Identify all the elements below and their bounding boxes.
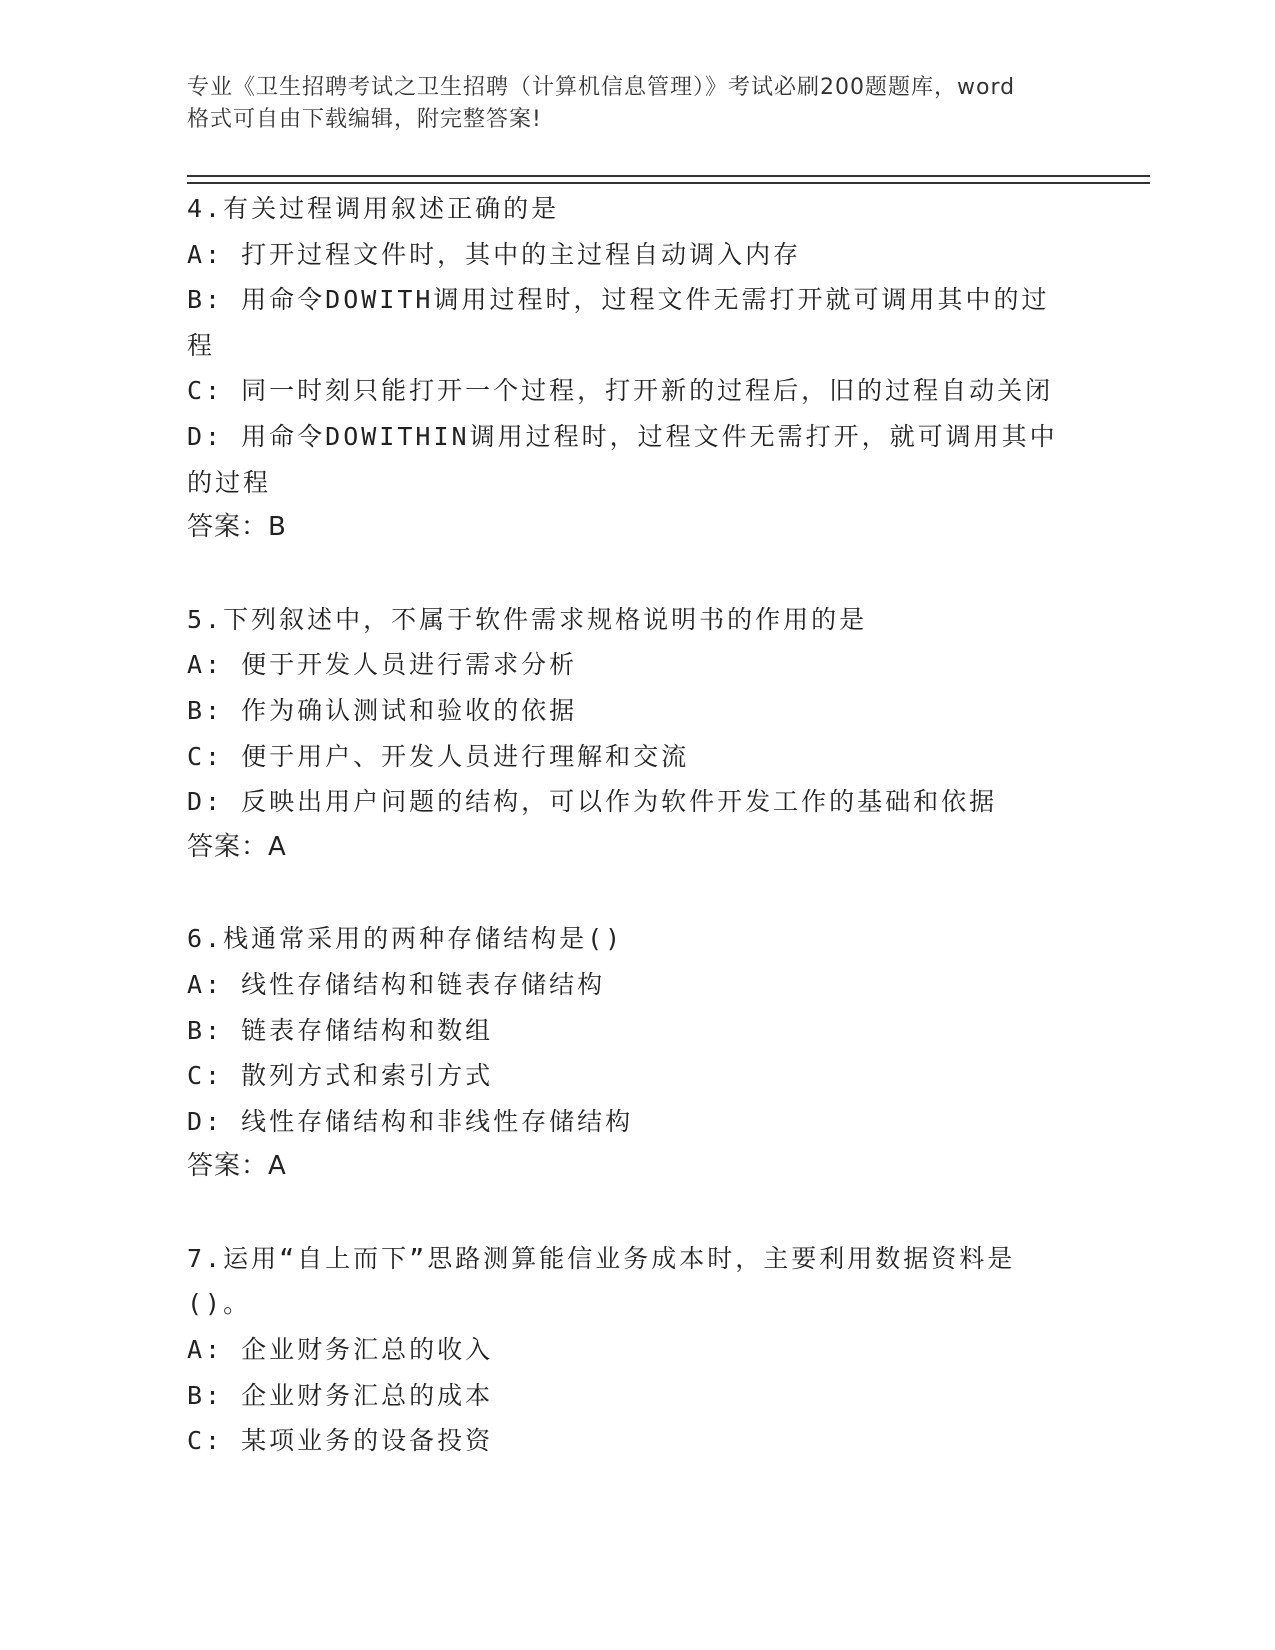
option-b-continued: 程 [187, 330, 216, 360]
answer-label: 答案：A [187, 1151, 287, 1182]
question-item [187, 186, 1067, 551]
option-b: B: 用命令DOWITH调用过程时，过程文件无需打开就可调用其中的过 [187, 285, 1050, 315]
option-b: B: 作为确认测试和验收的依据 [187, 695, 578, 725]
option-d: D: 用命令DOWITHIN调用过程时，过程文件无需打开，就可调用其中 [187, 421, 1058, 451]
document-header [187, 72, 1087, 136]
question-item [187, 597, 1067, 871]
option-a: A: 线性存储结构和链表存储结构 [187, 969, 606, 999]
header-line-1: 专业《卫生招聘考试之卫生招聘（计算机信息管理）》考试必刷200题题库，word [187, 75, 1016, 100]
header-line-2: 格式可自由下载编辑，附完整答案! [187, 107, 542, 132]
question-list [187, 186, 1067, 1510]
question-stem: 6.栈通常采用的两种存储结构是() [187, 924, 624, 954]
question-item [187, 1236, 1067, 1464]
option-a: A: 打开过程文件时，其中的主过程自动调入内存 [187, 239, 802, 269]
question-stem: 5.下列叙述中，不属于软件需求规格说明书的作用的是 [187, 604, 868, 634]
option-c: C: 便于用户、开发人员进行理解和交流 [187, 741, 690, 771]
header-divider-bottom [187, 182, 1150, 184]
option-a: A: 便于开发人员进行需求分析 [187, 650, 578, 680]
option-b: B: 企业财务汇总的成本 [187, 1380, 494, 1410]
option-d: D: 反映出用户问题的结构，可以作为软件开发工作的基础和依据 [187, 787, 998, 817]
header-divider-top [187, 175, 1150, 177]
option-c: C: 散列方式和索引方式 [187, 1061, 494, 1091]
question-stem: 7.运用“自上而下”思路测算能信业务成本时，主要利用数据资料是 [187, 1243, 1016, 1273]
option-b: B: 链表存储结构和数组 [187, 1015, 494, 1045]
option-c: C: 同一时刻只能打开一个过程，打开新的过程后，旧的过程自动关闭 [187, 376, 1054, 406]
option-a: A: 企业财务汇总的收入 [187, 1335, 494, 1365]
option-c: C: 某项业务的设备投资 [187, 1426, 494, 1456]
question-stem: 4.有关过程调用叙述正确的是 [187, 194, 560, 223]
option-d-continued: 的过程 [187, 467, 272, 497]
answer-label: 答案：A [187, 831, 287, 862]
question-item [187, 916, 1067, 1190]
question-stem-continued: ()。 [187, 1289, 252, 1319]
answer-label: 答案：B [187, 512, 287, 543]
option-d: D: 线性存储结构和非线性存储结构 [187, 1106, 634, 1136]
